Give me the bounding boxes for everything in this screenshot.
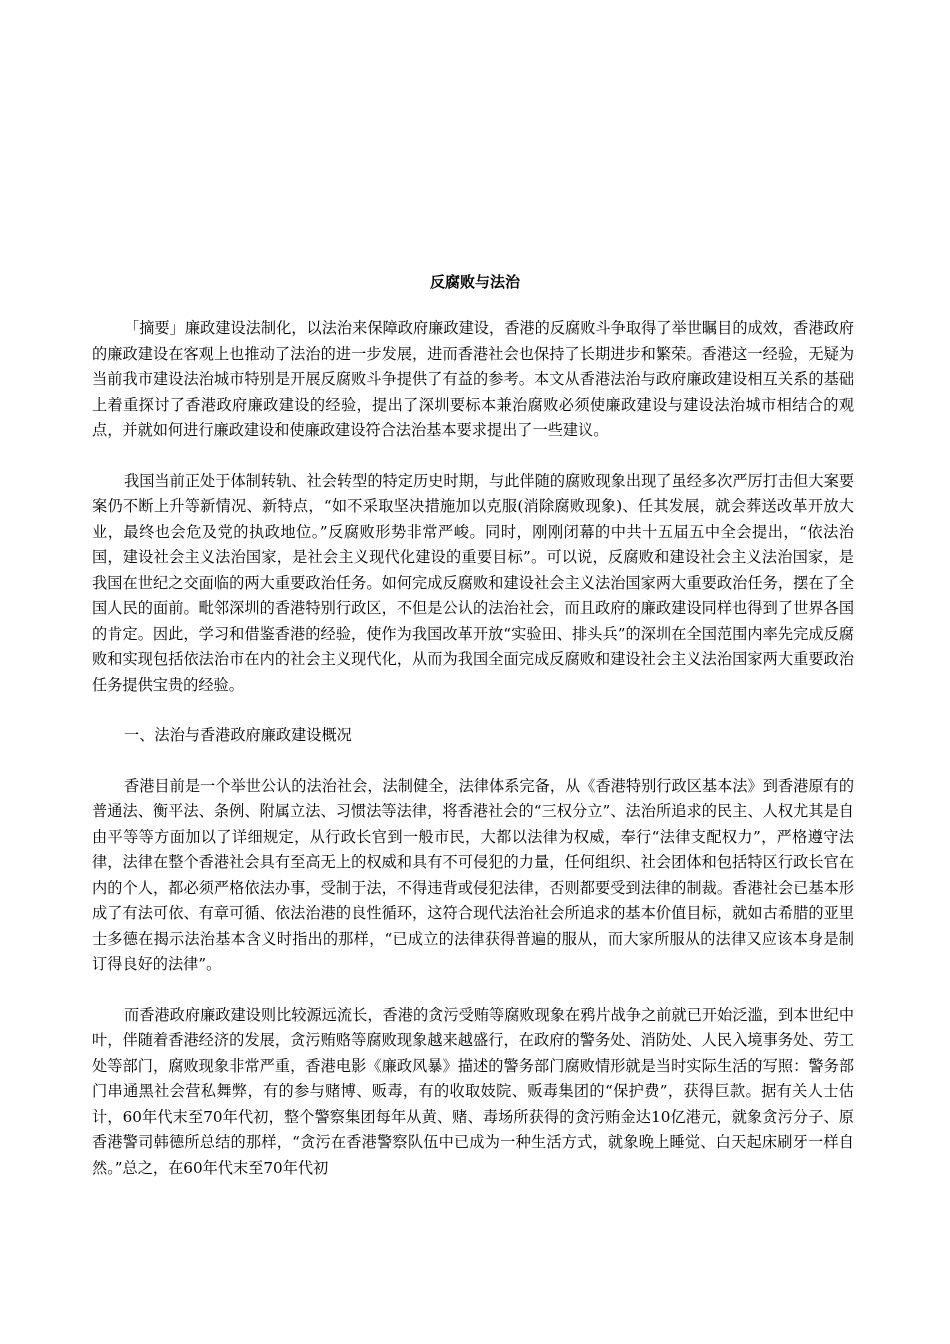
abstract-paragraph: 「摘要」廉政建设法制化，以法治来保障政府廉政建设，香港的反腐败斗争取得了举世瞩目的成效，香港政府的廉政建设在客观上也推动了法治的进一步发展，进而香港社会也保持了长期进步和繁荣。香港这一经验，无疑为当前我市建设法治城市特别是开展反腐败斗争提供了有益的参考。本文从香港法治与政府廉政建设相互关系的基础上着重探讨了香港政府廉政建设的经验，提出了深圳要标本兼治腐败必须使廉政建设与建设法治城市相结合的观点，并就如何进行廉政建设和使廉政建设符合法治基本要求提出了一些建议。 bbox=[92, 319, 854, 439]
section-paragraph-1: 香港目前是一个举世公认的法治社会，法制健全，法律体系完备，从《香港特别行政区基本法》到香港原有的普通法、衡平法、条例、附属立法、习惯法等法律，将香港社会的“三权分立”、法治所追求的民主、人权尤其是自由平等等方面加以了详细规定，从行政长官到一般市民，大都以法律为权威，奉行“法律支配权力”，严格遵守法律，法律在整个香港社会具有至高无上的权威和具有不可侵犯的力量，任何组织、社会团体和包括特区行政长官在内的个人，都必须严格依法办事，受制于法，不得违背或侵犯法律，否则都要受到法律的制裁。香港社会已基本形成了有法可依、有章可循、依法治港的良性循环，这符合现代法治社会所追求的基本价值目标，就如古希腊的亚里士多德在揭示法治基本含义时指出的那样，“已成立的法律获得普遍的服从，而大家所服从的法律又应该本身是制订得良好的法律”。 bbox=[92, 776, 854, 973]
document-body bbox=[92, 316, 854, 1206]
intro-paragraph: 我国当前正处于体制转轨、社会转型的特定历史时期，与此伴随的腐败现象出现了虽经多次严厉打击但大案要案仍不断上升等新情况、新特点，“如不采取坚决措施加以克服(消除腐败现象)、任其发展，就会葬送改革开放大业，最终也会危及党的执政地位。”反腐败形势非常严峻。同时，刚刚闭幕的中共十五届五中全会提出，“依法治国，建设社会主义法治国家，是社会主义现代化建设的重要目标”。可以说，反腐败和建设社会主义法治国家，是我国在世纪之交面临的两大重要政治任务。如何完成反腐败和建设社会主义法治国家两大重要政治任务，摆在了全国人民的面前。毗邻深圳的香港特别行政区，不但是公认的法治社会，而且政府的廉政建设同样也得到了世界各国的肯定。因此，学习和借鉴香港的经验，使作为我国改革开放“实验田、排头兵”的深圳在全国范围内率先完成反腐败和实现包括依法治市在内的社会主义现代化，从而为我国全面完成反腐败和建设社会主义法治国家两大重要政治任务提供宝贵的经验。 bbox=[92, 471, 854, 694]
document-title: 反腐败与法治 bbox=[429, 273, 520, 291]
section-heading: 一、法治与香港政府廉政建设概况 bbox=[124, 726, 352, 744]
section-paragraph-2: 而香港政府廉政建设则比较源远流长，香港的贪污受贿等腐败现象在鸦片战争之前就已开始泛滥，到本世纪中叶，伴随着香港经济的发展，贪污贿赂等腐败现象越来越盛行，在政府的警务处、消防处、人民入境事务处、劳工处等部门，腐败现象非常严重，香港电影《廉政风暴》描述的警务部门腐败情形就是当时实际生活的写照：警务部门串通黑社会营私舞弊，有的参与赌博、贩毒，有的收取妓院、贩毒集团的“保护费”，获得巨款。据有关人士估计，60年代末至70年代初，整个警察集团每年从黄、赌、毒场所获得的贪污贿金达10亿港元，就象贪污分子、原香港警司韩德所总结的那样，“贪污在香港警察队伍中已成为一种生活方式，就象晚上睡觉、白天起床刷牙一样自然。”总之，在60年代末至70年代初 bbox=[92, 1005, 854, 1177]
